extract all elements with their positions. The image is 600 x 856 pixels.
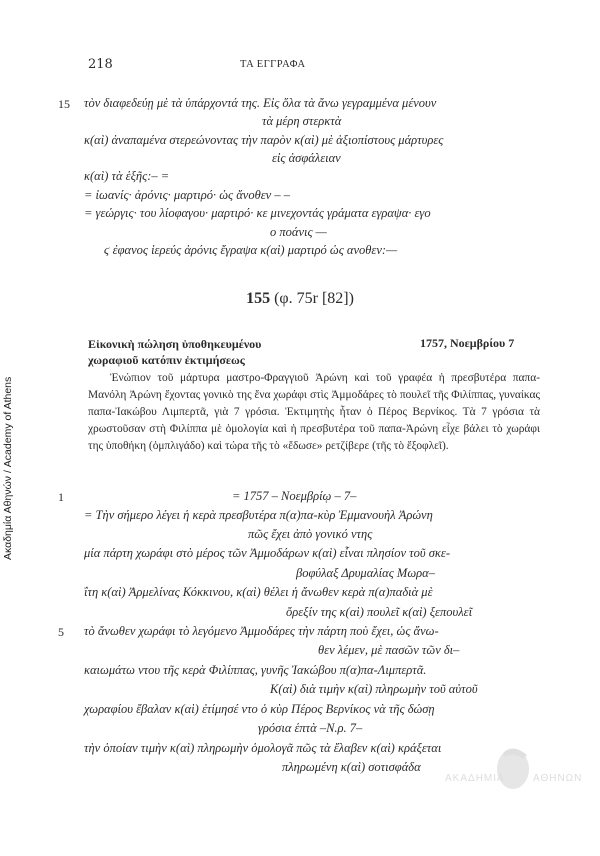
watermark-right: ΑΘΗΝΩΝ bbox=[533, 773, 583, 784]
side-credit: Ακαδημία Αθηνών / Academy of Athens bbox=[2, 376, 14, 560]
academy-watermark bbox=[445, 745, 583, 800]
watermark-left: ΑΚΑΔΗΜΙΑ bbox=[445, 773, 505, 784]
document-number: 155 bbox=[246, 290, 271, 307]
text-line: = γεώργις· του λίοφαγου· μαρτιρό· κε μινεχοντάς γράματα εγραψα· εγο bbox=[84, 206, 431, 220]
document-title bbox=[0, 290, 600, 308]
heading-line: χωραφιοῦ κατόπιν ἐκτιμήσεως bbox=[88, 353, 245, 367]
text-line: τὴν ὁποίαν τιμὴν κ(αὶ) πληρωμὴν ὁμολογᾶ πῶς τὰ ἔλαβεν κ(αὶ) κράξεται bbox=[84, 741, 442, 755]
text-line: κ(αὶ) ἀναπαμένα στερεώνοντας τὴν παρὸν κ(αὶ) μὲ ἀξιοπίστους μάρτυρες bbox=[84, 133, 444, 147]
text-line: τὸν διαφεδεύῃ μὲ τὰ ὑπάρχοντά της. Εἰς ὅλα τὰ ἄνω γεγραμμένα μένουν bbox=[84, 96, 437, 110]
text-line: μία πάρτη χωράφι στὸ μέρος τῶν Ἀμμοδάρων κ(αὶ) εἶναι πλησίον τοῦ σκε- bbox=[84, 546, 450, 560]
text-line: θεν λέμεν, μὲ πασῶν τῶν δι– bbox=[318, 643, 460, 657]
document-heading bbox=[88, 336, 261, 368]
text-line: = ἰωανίς· ἀρόνις· μαρτιρό· ὡς ἄνοθεν – – bbox=[84, 188, 290, 202]
text-line: πληρωμένη κ(αὶ) σοτισφάδα bbox=[282, 760, 421, 774]
text-line: πῶς ἔχει ἀπὸ γονικό ντης bbox=[248, 527, 373, 541]
document-date: 1757, Νοεμβρίου 7 bbox=[420, 336, 515, 350]
document-summary bbox=[88, 370, 540, 455]
text-line: καιωμάτω ντου τῆς κερὰ Φιλίππας, γυνῆς Ἰακώβου π(α)πα-Λιμπερτᾶ. bbox=[84, 663, 427, 677]
text-line: χωραφίου ἔβαλαν κ(αὶ) ἐτίμησέ ντο ὁ κὺρ Πέρος Βερνίκος νὰ τῆς δώσῃ bbox=[84, 702, 435, 716]
line-number: 15 bbox=[58, 97, 70, 111]
text-line: κ(αὶ) τὰ ἑξῆς:– = bbox=[84, 169, 170, 183]
summary-paragraph: Ἐνώπιον τοῦ μάρτυρα μαστρο-Φραγγιοῦ Ἀρώνη καὶ τοῦ γραφέα ἡ πρεσβυτέρα παπα-Μανόλη Ἀρώνη ἔχοντας γονικὸ της ἕνα χωράφι στὶς Ἀμμοδάρες τὸ πουλεῖ τῆς Φιλίππας, γυναίκας παπα-Ἰακώβου Λιμπερτᾶ, γιὰ 7 γρόσια. Ἐκτιμητὴς ἦταν ὁ Πέρος Βερνίκος. Τὰ 7 γρόσια τὰ χρωστοῦσαν στὴ Φιλίππα μὲ ὁμολογία καὶ ἡ πρεσβυτέρα τοῦ παπα-Ἀρώνη εἶχε βάλει τὸ χωράφι της ὑποθήκη (ὀμπλιγάδο) καὶ τώρα τῆς τὸ «ἔδωσε» ρετζίβερε (τῆς τὸ ἔξοφλεῖ). bbox=[88, 372, 540, 452]
text-line: βοφύλαξ Δρυμαλίας Μωρα– bbox=[296, 566, 435, 580]
text-line: εἰς ἀσφάλειαν bbox=[272, 151, 341, 165]
text-line: = 1757 – Νοεμβρίῳ – 7– bbox=[232, 489, 357, 503]
line-number: 1 bbox=[58, 490, 64, 504]
text-line: = Τὴν σήμερο λέγει ἡ κερὰ πρεσβυτέρα π(α)πα-κὺρ Ἐμμανουὴλ Ἀρώνη bbox=[84, 508, 433, 522]
text-line: ὄρεξίν της κ(αὶ) πουλεῖ κ(αὶ) ξεπουλεῖ bbox=[286, 605, 473, 619]
text-line: ΐτη κ(αὶ) Ἀρμελίνας Κόκκινου, κ(αὶ) θέλει ἡ ἄνωθεν κερὰ π(α)παδιὰ μὲ bbox=[84, 585, 433, 599]
text-line: ϛ ἐφανος ἱερεύς ἀρόνις ἔγραψα κ(αὶ) μαρτιρό ὡς ανοθεν:— bbox=[104, 243, 398, 257]
text-line: γρόσια ἑπτὰ –Ν.ρ. 7– bbox=[258, 721, 363, 735]
text-line: ο ποάνις — bbox=[270, 225, 327, 239]
line-number: 5 bbox=[58, 625, 64, 639]
running-title: ΤΑ ΕΓΓΡΑΦΑ bbox=[240, 59, 306, 70]
text-line: τὸ ἄνωθεν χωράφι τὸ λεγόμενο Ἀμμοδάρες τὴν πάρτη ποὺ ἔχει, ὡς ἄνω- bbox=[84, 624, 439, 638]
document-folio: (φ. 75r [82]) bbox=[274, 290, 354, 307]
page-number: 218 bbox=[88, 57, 113, 72]
text-line: Κ(αὶ) διὰ τιμὴν κ(αὶ) πληρωμὴν τοῦ αὐτοῦ bbox=[270, 682, 478, 696]
heading-line: Εἰκονικὴ πώληση ὑποθηκευμένου bbox=[88, 337, 262, 351]
text-line: τὰ μέρη στερκτὰ bbox=[262, 114, 342, 128]
